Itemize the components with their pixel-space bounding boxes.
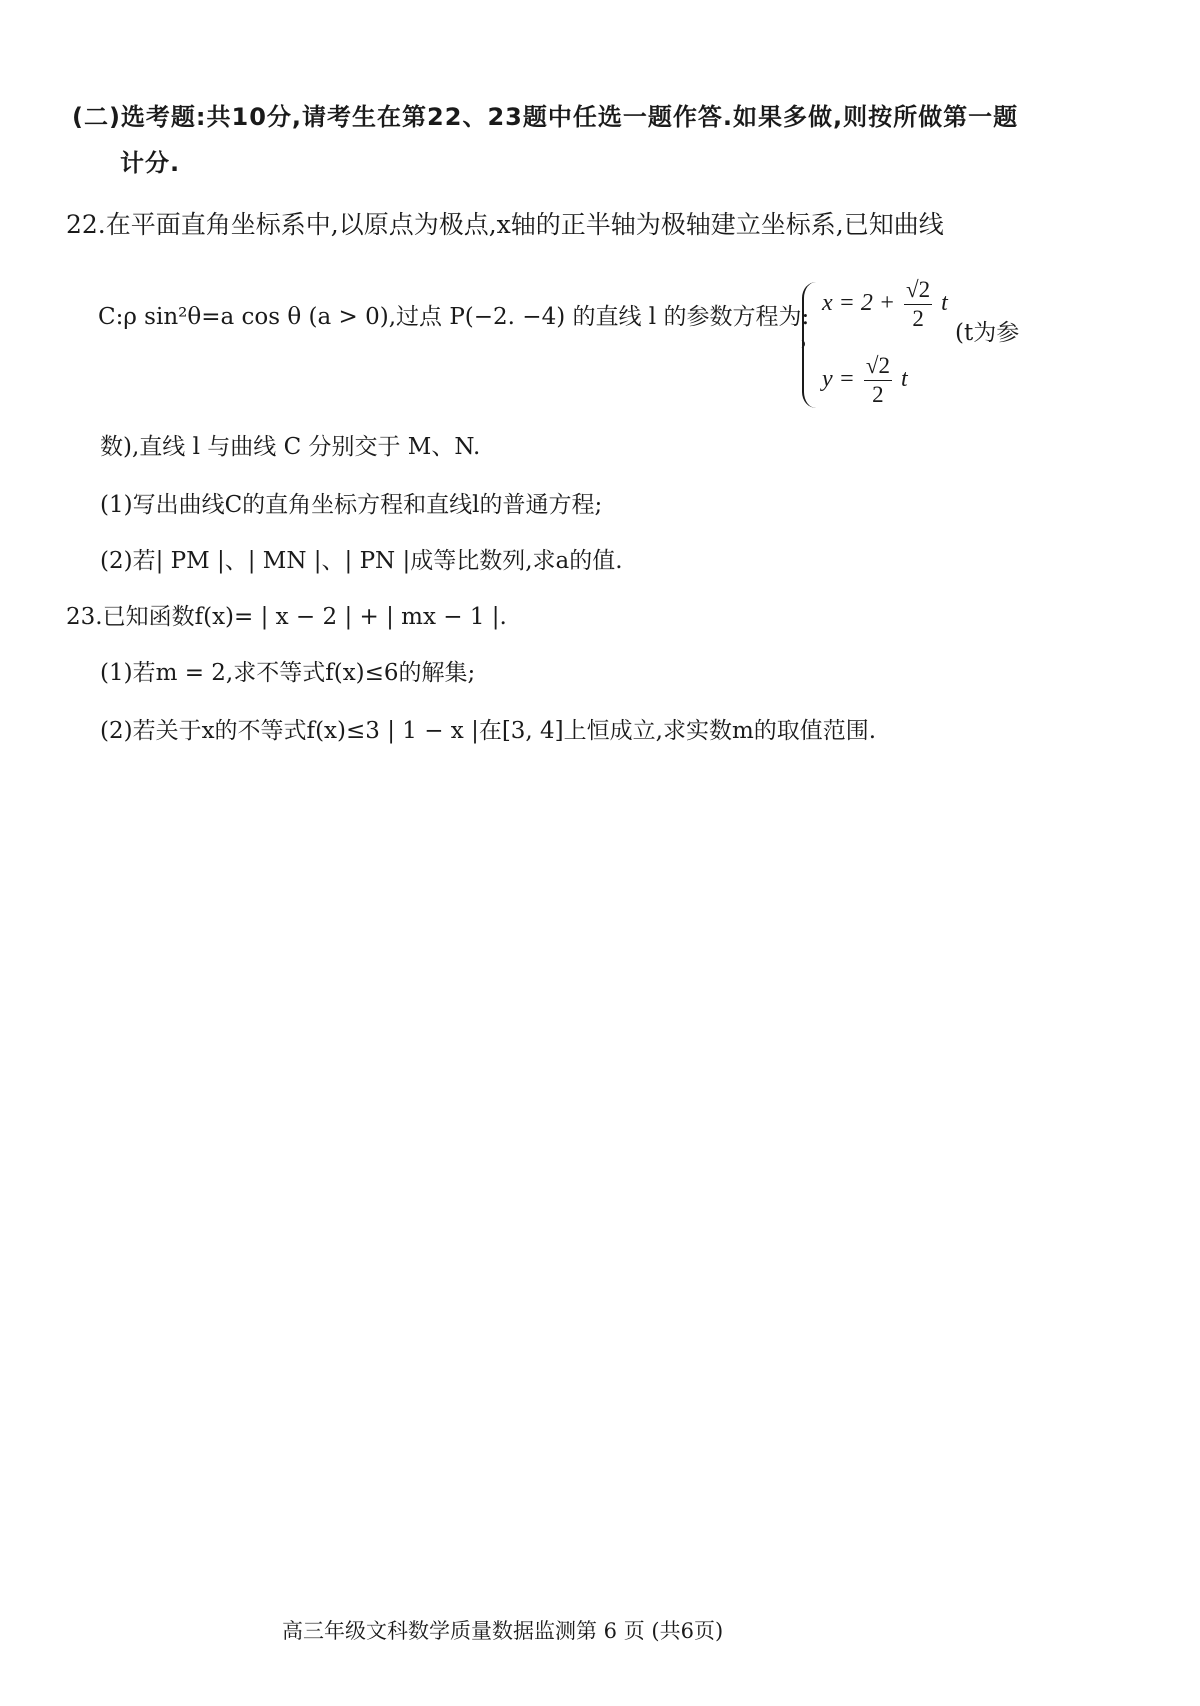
- q23-line1: 23.已知函数f(x)= | x − 2 | + | mx − 1 |.: [66, 604, 507, 630]
- section-header-line1: (二)选考题:共10分,请考生在第22、23题中任选一题作答.如果多做,则按所做第一题: [72, 103, 1019, 131]
- q22-subquestion-1: (1)写出曲线C的直角坐标方程和直线l的普通方程;: [100, 492, 603, 518]
- q22-subquestion-2: (2)若| PM |、| MN |、| PN |成等比数列,求a的值.: [100, 548, 623, 574]
- param-brace: [802, 282, 818, 408]
- q22-line1: 22.在平面直角坐标系中,以原点为极点,x轴的正半轴为极轴建立坐标系,已知曲线: [66, 210, 944, 239]
- param-x-equation: x = 2 + $\frac{√2}{2}$ t: [822, 277, 948, 331]
- q22-line2: C:ρ sin²θ=a cos θ (a > 0),过点 P(−2. −4) 的直线 l 的参数方程为:: [98, 304, 810, 330]
- q23-subquestion-2: (2)若关于x的不等式f(x)≤3 | 1 − x |在[3, 4]上恒成立,求实数m的取值范围.: [100, 718, 877, 744]
- param-note: (t为参: [955, 320, 1020, 346]
- q22-line3: 数),直线 l 与曲线 C 分别交于 M、N.: [100, 434, 481, 460]
- q23-subquestion-1: (1)若m = 2,求不等式f(x)≤6的解集;: [100, 660, 476, 686]
- section-header-line2: 计分.: [120, 149, 181, 177]
- page-footer: 高三年级文科数学质量数据监测第 6 页 (共6页): [282, 1619, 724, 1643]
- param-y-equation: y = $\frac{√2}{2}$ t: [822, 353, 908, 407]
